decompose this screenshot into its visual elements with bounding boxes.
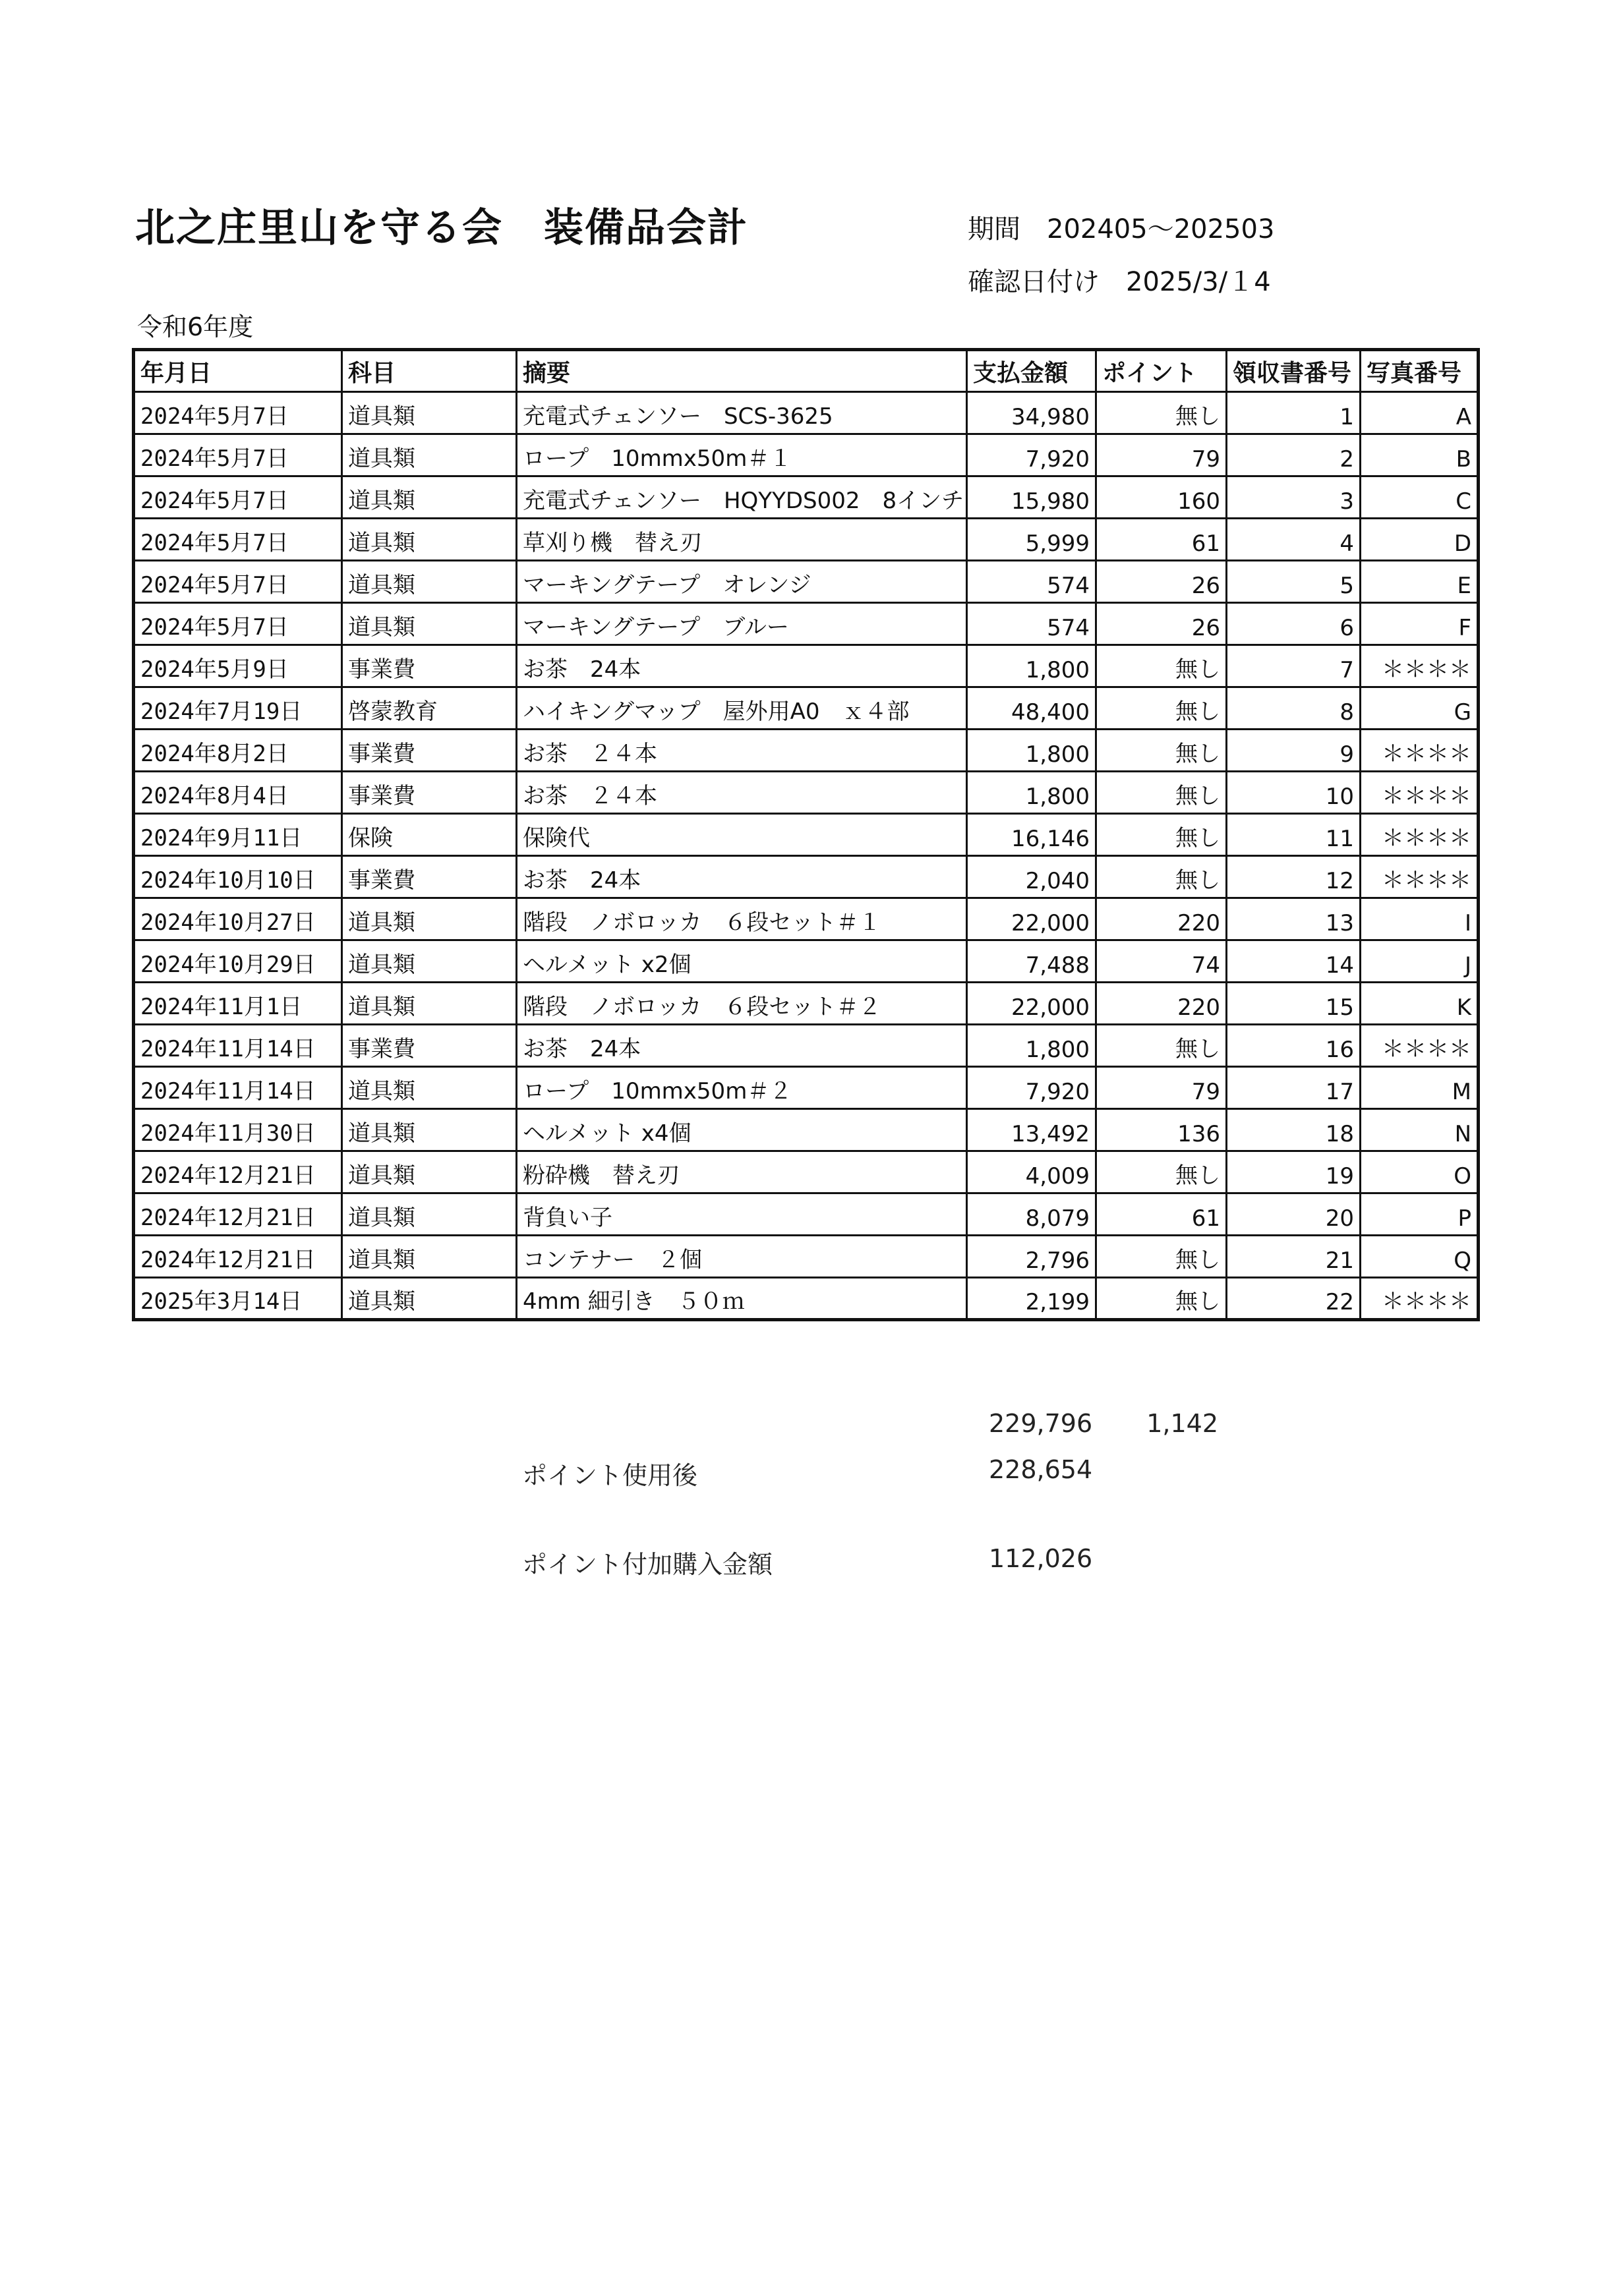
photo-no-cell: O <box>1361 1151 1479 1193</box>
category-cell: 事業費 <box>342 772 517 814</box>
date-cell: 2024年11月1日 <box>134 983 342 1025</box>
receipt-no-cell: 20 <box>1227 1193 1361 1236</box>
description-cell: マーキングテープ オレンジ <box>517 561 967 603</box>
description-cell: 階段 ノボロッカ ６段セット＃２ <box>517 983 967 1025</box>
points-cell: 136 <box>1096 1109 1227 1151</box>
photo-no-cell: ＊＊＊＊ <box>1361 645 1479 687</box>
amount-cell: 22,000 <box>967 898 1096 940</box>
category-cell: 保険 <box>342 814 517 856</box>
receipt-no-cell: 17 <box>1227 1067 1361 1109</box>
date-cell: 2024年7月19日 <box>134 687 342 730</box>
receipt-no-cell: 21 <box>1227 1236 1361 1278</box>
description-cell: ハイキングマップ 屋外用A0 ｘ４部 <box>517 687 967 730</box>
category-cell: 事業費 <box>342 856 517 898</box>
photo-no-cell: Q <box>1361 1236 1479 1278</box>
photo-no-cell: I <box>1361 898 1479 940</box>
date-cell: 2024年5月7日 <box>134 476 342 519</box>
total-points: 1,142 <box>1146 1409 1218 1438</box>
points-cell: 無し <box>1096 856 1227 898</box>
points-cell: 無し <box>1096 392 1227 434</box>
after-points-label: ポイント使用後 <box>522 1461 698 1490</box>
table-row <box>134 730 1479 772</box>
points-cell: 26 <box>1096 561 1227 603</box>
amount-cell: 2,796 <box>967 1236 1096 1278</box>
amount-cell: 7,488 <box>967 940 1096 983</box>
date-cell: 2024年5月7日 <box>134 603 342 645</box>
category-cell: 道具類 <box>342 1151 517 1193</box>
amount-cell: 1,800 <box>967 730 1096 772</box>
table-row <box>134 1109 1479 1151</box>
photo-no-cell: ＊＊＊＊ <box>1361 1278 1479 1320</box>
table-row <box>134 603 1479 645</box>
category-cell: 道具類 <box>342 1193 517 1236</box>
amount-cell: 574 <box>967 561 1096 603</box>
photo-no-cell: K <box>1361 983 1479 1025</box>
date-cell: 2024年9月11日 <box>134 814 342 856</box>
photo-no-cell: E <box>1361 561 1479 603</box>
receipt-no-cell: 7 <box>1227 645 1361 687</box>
amount-cell: 1,800 <box>967 645 1096 687</box>
receipt-no-cell: 1 <box>1227 392 1361 434</box>
description-cell: 粉砕機 替え刃 <box>517 1151 967 1193</box>
date-cell: 2024年12月21日 <box>134 1193 342 1236</box>
category-cell: 道具類 <box>342 1109 517 1151</box>
photo-no-cell: ＊＊＊＊ <box>1361 730 1479 772</box>
ledger-body <box>134 392 1479 1320</box>
amount-cell: 2,040 <box>967 856 1096 898</box>
date-cell: 2024年10月10日 <box>134 856 342 898</box>
document-title: 北之庄里山を守る会 装備品会計 <box>135 205 748 251</box>
category-cell: 啓蒙教育 <box>342 687 517 730</box>
photo-no-cell: D <box>1361 519 1479 561</box>
table-row <box>134 983 1479 1025</box>
receipt-no-cell: 15 <box>1227 983 1361 1025</box>
points-cell: 無し <box>1096 730 1227 772</box>
photo-no-cell: N <box>1361 1109 1479 1151</box>
table-row <box>134 392 1479 434</box>
table-row <box>134 772 1479 814</box>
category-cell: 道具類 <box>342 476 517 519</box>
points-cell: 220 <box>1096 983 1227 1025</box>
points-cell: 220 <box>1096 898 1227 940</box>
column-header-amount: 支払金額 <box>967 350 1096 392</box>
total-amount: 229,796 <box>989 1409 1093 1438</box>
description-cell: コンテナー ２個 <box>517 1236 967 1278</box>
points-cell: 79 <box>1096 434 1227 476</box>
column-header-date: 年月日 <box>134 350 342 392</box>
description-cell: お茶 ２４本 <box>517 772 967 814</box>
points-cell: 無し <box>1096 772 1227 814</box>
description-cell: お茶 24本 <box>517 856 967 898</box>
category-cell: 道具類 <box>342 1067 517 1109</box>
photo-no-cell: C <box>1361 476 1479 519</box>
photo-no-cell: J <box>1361 940 1479 983</box>
photo-no-cell: ＊＊＊＊ <box>1361 814 1479 856</box>
photo-no-cell: ＊＊＊＊ <box>1361 1025 1479 1067</box>
description-cell: 保険代 <box>517 814 967 856</box>
date-cell: 2024年5月7日 <box>134 434 342 476</box>
column-header-description: 摘要 <box>517 350 967 392</box>
table-row <box>134 1067 1479 1109</box>
amount-cell: 5,999 <box>967 519 1096 561</box>
receipt-no-cell: 14 <box>1227 940 1361 983</box>
date-cell: 2024年5月9日 <box>134 645 342 687</box>
point-purchase-label: ポイント付加購入金額 <box>522 1550 773 1579</box>
points-cell: 無し <box>1096 645 1227 687</box>
date-cell: 2024年5月7日 <box>134 561 342 603</box>
table-row <box>134 1236 1479 1278</box>
description-cell: ロープ 10mmx50m＃２ <box>517 1067 967 1109</box>
receipt-no-cell: 8 <box>1227 687 1361 730</box>
receipt-no-cell: 11 <box>1227 814 1361 856</box>
receipt-no-cell: 9 <box>1227 730 1361 772</box>
category-cell: 道具類 <box>342 519 517 561</box>
date-cell: 2024年8月2日 <box>134 730 342 772</box>
category-cell: 道具類 <box>342 434 517 476</box>
category-cell: 道具類 <box>342 898 517 940</box>
amount-cell: 48,400 <box>967 687 1096 730</box>
receipt-no-cell: 19 <box>1227 1151 1361 1193</box>
receipt-no-cell: 6 <box>1227 603 1361 645</box>
table-row <box>134 561 1479 603</box>
date-cell: 2024年8月4日 <box>134 772 342 814</box>
amount-cell: 13,492 <box>967 1109 1096 1151</box>
column-header-receipt-no: 領収書番号 <box>1227 350 1361 392</box>
point-purchase-value: 112,026 <box>989 1544 1093 1573</box>
category-cell: 事業費 <box>342 1025 517 1067</box>
table-row <box>134 1025 1479 1067</box>
category-cell: 道具類 <box>342 983 517 1025</box>
after-points-value: 228,654 <box>989 1455 1093 1484</box>
fiscal-year-label: 令和6年度 <box>137 312 254 341</box>
amount-cell: 1,800 <box>967 1025 1096 1067</box>
amount-cell: 7,920 <box>967 1067 1096 1109</box>
category-cell: 事業費 <box>342 730 517 772</box>
points-cell: 無し <box>1096 1025 1227 1067</box>
description-cell: 背負い子 <box>517 1193 967 1236</box>
amount-cell: 8,079 <box>967 1193 1096 1236</box>
description-cell: 4mm 細引き ５０ｍ <box>517 1278 967 1320</box>
category-cell: 事業費 <box>342 645 517 687</box>
points-cell: 79 <box>1096 1067 1227 1109</box>
table-row <box>134 814 1479 856</box>
amount-cell: 2,199 <box>967 1278 1096 1320</box>
amount-cell: 1,800 <box>967 772 1096 814</box>
date-cell: 2025年3月14日 <box>134 1278 342 1320</box>
photo-no-cell: B <box>1361 434 1479 476</box>
photo-no-cell: P <box>1361 1193 1479 1236</box>
table-header-row <box>134 350 1479 392</box>
date-cell: 2024年5月7日 <box>134 519 342 561</box>
description-cell: ロープ 10mmx50m＃１ <box>517 434 967 476</box>
photo-no-cell: F <box>1361 603 1479 645</box>
receipt-no-cell: 3 <box>1227 476 1361 519</box>
amount-cell: 16,146 <box>967 814 1096 856</box>
receipt-no-cell: 16 <box>1227 1025 1361 1067</box>
amount-cell: 4,009 <box>967 1151 1096 1193</box>
points-cell: 無し <box>1096 814 1227 856</box>
points-cell: 61 <box>1096 519 1227 561</box>
table-row <box>134 687 1479 730</box>
description-cell: 充電式チェンソー HQYYDS002 8インチ <box>517 476 967 519</box>
table-row <box>134 476 1479 519</box>
receipt-no-cell: 10 <box>1227 772 1361 814</box>
description-cell: マーキングテープ ブルー <box>517 603 967 645</box>
description-cell: ヘルメット x2個 <box>517 940 967 983</box>
date-cell: 2024年11月30日 <box>134 1109 342 1151</box>
description-cell: 階段 ノボロッカ ６段セット＃１ <box>517 898 967 940</box>
photo-no-cell: ＊＊＊＊ <box>1361 772 1479 814</box>
date-cell: 2024年10月27日 <box>134 898 342 940</box>
points-cell: 26 <box>1096 603 1227 645</box>
receipt-no-cell: 13 <box>1227 898 1361 940</box>
points-cell: 無し <box>1096 1278 1227 1320</box>
photo-no-cell: M <box>1361 1067 1479 1109</box>
description-cell: 草刈り機 替え刃 <box>517 519 967 561</box>
amount-cell: 34,980 <box>967 392 1096 434</box>
ledger-table <box>132 348 1480 1321</box>
table-row <box>134 1193 1479 1236</box>
category-cell: 道具類 <box>342 1236 517 1278</box>
column-header-points: ポイント <box>1096 350 1227 392</box>
points-cell: 無し <box>1096 1236 1227 1278</box>
table-row <box>134 856 1479 898</box>
category-cell: 道具類 <box>342 1278 517 1320</box>
date-cell: 2024年5月7日 <box>134 392 342 434</box>
description-cell: お茶 24本 <box>517 1025 967 1067</box>
date-cell: 2024年10月29日 <box>134 940 342 983</box>
table-row <box>134 519 1479 561</box>
receipt-no-cell: 12 <box>1227 856 1361 898</box>
amount-cell: 574 <box>967 603 1096 645</box>
table-row <box>134 1278 1479 1320</box>
period-label: 期間 202405～202503 <box>968 214 1275 244</box>
points-cell: 無し <box>1096 687 1227 730</box>
column-header-category: 科目 <box>342 350 517 392</box>
table-row <box>134 898 1479 940</box>
photo-no-cell: A <box>1361 392 1479 434</box>
points-cell: 74 <box>1096 940 1227 983</box>
column-header-photo-no: 写真番号 <box>1361 350 1479 392</box>
table-row <box>134 434 1479 476</box>
table-row <box>134 645 1479 687</box>
table-row <box>134 1151 1479 1193</box>
date-cell: 2024年11月14日 <box>134 1067 342 1109</box>
date-cell: 2024年11月14日 <box>134 1025 342 1067</box>
date-cell: 2024年12月21日 <box>134 1236 342 1278</box>
receipt-no-cell: 5 <box>1227 561 1361 603</box>
category-cell: 道具類 <box>342 561 517 603</box>
points-cell: 無し <box>1096 1151 1227 1193</box>
confirm-date-label: 確認日付け 2025/3/１4 <box>968 267 1271 297</box>
photo-no-cell: ＊＊＊＊ <box>1361 856 1479 898</box>
points-cell: 160 <box>1096 476 1227 519</box>
table-row <box>134 940 1479 983</box>
receipt-no-cell: 2 <box>1227 434 1361 476</box>
description-cell: 充電式チェンソー SCS-3625 <box>517 392 967 434</box>
amount-cell: 7,920 <box>967 434 1096 476</box>
receipt-no-cell: 4 <box>1227 519 1361 561</box>
category-cell: 道具類 <box>342 603 517 645</box>
category-cell: 道具類 <box>342 392 517 434</box>
receipt-no-cell: 22 <box>1227 1278 1361 1320</box>
description-cell: お茶 24本 <box>517 645 967 687</box>
category-cell: 道具類 <box>342 940 517 983</box>
receipt-no-cell: 18 <box>1227 1109 1361 1151</box>
amount-cell: 22,000 <box>967 983 1096 1025</box>
amount-cell: 15,980 <box>967 476 1096 519</box>
photo-no-cell: G <box>1361 687 1479 730</box>
description-cell: お茶 ２４本 <box>517 730 967 772</box>
description-cell: ヘルメット x4個 <box>517 1109 967 1151</box>
date-cell: 2024年12月21日 <box>134 1151 342 1193</box>
points-cell: 61 <box>1096 1193 1227 1236</box>
